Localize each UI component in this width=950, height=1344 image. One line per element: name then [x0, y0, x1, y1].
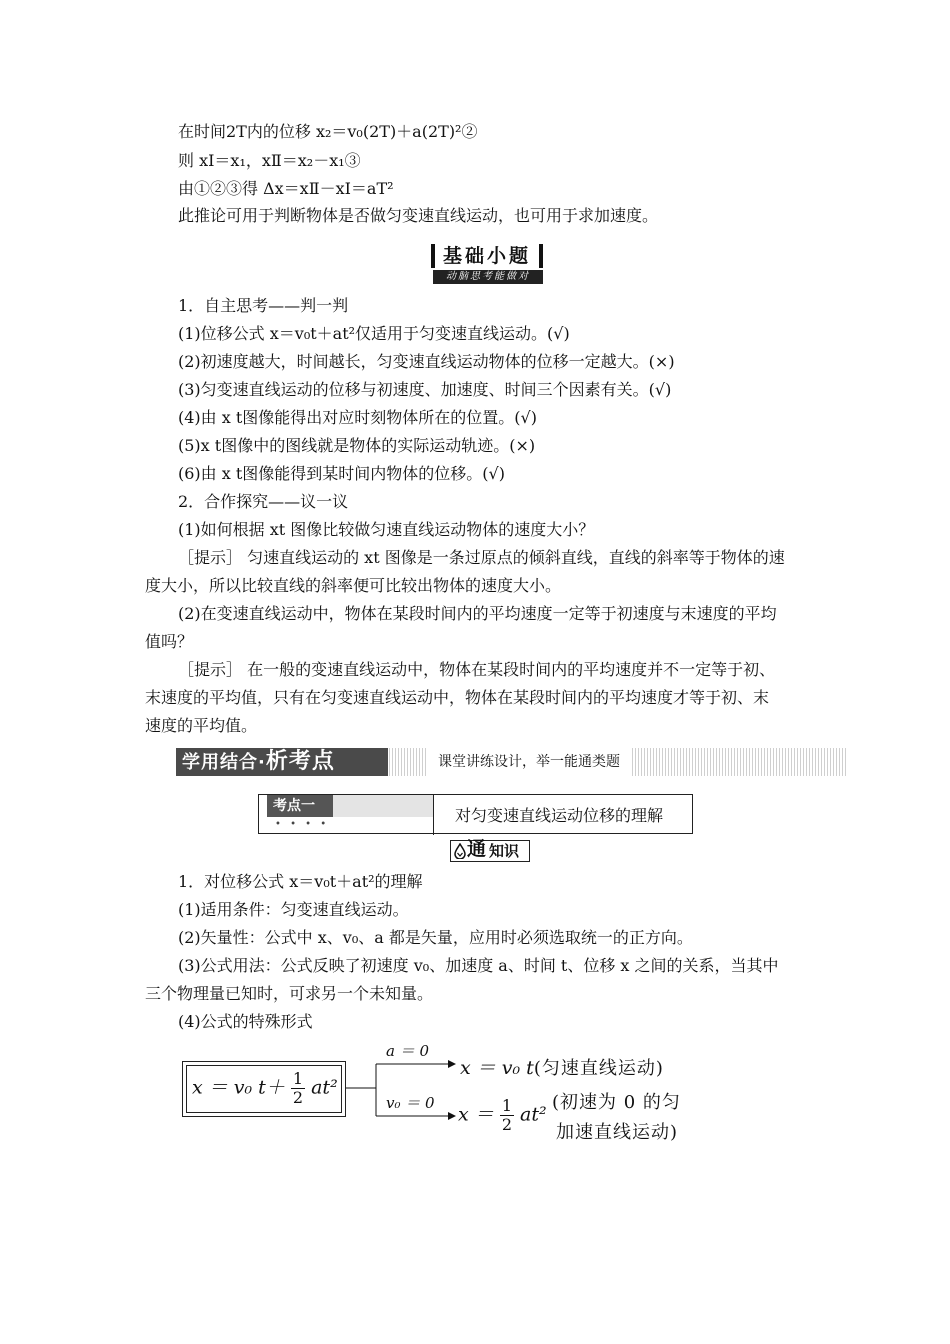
q2-question-2-line-1: (2)在变速直线运动中，物体在某段时间内的平均速度一定等于初速度与末速度的平均 [178, 604, 777, 623]
result-2-fraction [500, 1097, 514, 1134]
drop-icon [453, 843, 467, 859]
q2-hint-2-line-1: ［提示］ 在一般的变速直线运动中，物体在某段时间内的平均速度并不一定等于初、 [178, 660, 776, 679]
q2-heading: 2．合作探究——议一议 [178, 492, 349, 511]
topic-tag-shade [333, 795, 433, 817]
knowledge-label-big: 通 [467, 838, 487, 860]
section-banner [176, 748, 848, 776]
q1-item-1: (1)位移公式 x＝v₀t＋at²仅适用于匀变速直线运动。(√) [178, 324, 570, 343]
badge-title: 基础小题 [431, 244, 543, 268]
knowledge-label-rest: 知识 [489, 842, 520, 860]
knowledge-label [450, 840, 530, 862]
q2-hint-2-line-2: 末速度的平均值，只有在匀变速直线运动中，物体在某段时间内的平均速度才等于初、末 [145, 688, 770, 707]
q1-item-4: (4)由 x t图像能得出对应时刻物体所在的位置。(√) [178, 408, 537, 427]
points-item-3-line-2: 三个物理量已知时，可求另一个未知量。 [145, 984, 434, 1003]
result-2-rhs: at² [520, 1103, 547, 1126]
derivation-line-2: 则 xⅠ＝x₁，xⅡ＝x₂－x₁③ [178, 151, 361, 170]
q2-hint-1-line-2: 度大小，所以比较直线的斜率便可比较出物体的速度大小。 [145, 576, 562, 595]
q1-item-5: (5)x t图像中的图线就是物体的实际运动轨迹。(×) [178, 436, 536, 455]
condition-1: a ＝ 0 [386, 1042, 430, 1060]
topic-tag: 考点一 [267, 795, 333, 817]
q2-hint-1-line-1: ［提示］ 匀速直线运动的 xt 图像是一条过原点的倾斜直线，直线的斜率等于物体的速 [178, 548, 785, 567]
main-fraction-numerator: 1 [292, 1069, 304, 1088]
derivation-line-1-math: x₂＝v₀(2T)＋a(2T)²② [315, 122, 478, 141]
condition-2: v₀ ＝ 0 [386, 1094, 435, 1112]
banner-title-b: 析考点 [265, 749, 335, 774]
branch-arrows [346, 1050, 456, 1130]
q1-heading: 1．自主思考——判一判 [178, 296, 349, 315]
main-formula-fraction [291, 1070, 305, 1107]
result-2-note-line-2: 加速直线运动) [556, 1122, 679, 1143]
points-heading: 1．对位移公式 x＝v₀t＋at²的理解 [178, 872, 423, 891]
q1-item-6: (6)由 x t图像能得到某时间内物体的位移。(√) [178, 464, 505, 483]
banner-subtitle: 课堂讲练设计，举一能通类题 [426, 748, 632, 776]
banner-title [176, 748, 388, 776]
main-formula-rhs: at² [311, 1076, 338, 1099]
points-item-4: (4)公式的特殊形式 [178, 1012, 313, 1031]
result-1-formula: x ＝ v₀ t [460, 1057, 534, 1079]
badge-subtitle: 动脑思考能做对 [433, 270, 543, 284]
main-formula [192, 1070, 338, 1107]
q2-question-2-line-2: 值吗？ [145, 632, 194, 651]
main-fraction-denominator: 2 [292, 1088, 304, 1107]
points-item-3-line-1: (3)公式用法：公式反映了初速度 v₀、加速度 a、时间 t、位移 x 之间的关系，当其中 [178, 956, 779, 975]
derivation-line-1 [178, 121, 477, 143]
derivation-line-1-text: 在时间2T内的位移 [178, 122, 311, 141]
result-2 [458, 1097, 547, 1134]
points-item-1: (1)适用条件：匀变速直线运动。 [178, 900, 409, 919]
main-formula-lhs: x ＝ v₀ t＋ [192, 1076, 285, 1099]
result-2-denominator: 2 [501, 1115, 512, 1134]
q2-hint-2-line-3: 速度的平均值。 [145, 716, 258, 735]
result-1-note: (匀速直线运动) [533, 1058, 664, 1079]
topic-divider [433, 795, 434, 835]
q1-item-2: (2)初速度越大，时间越长，匀变速直线运动物体的位移一定越大。(×) [178, 352, 675, 371]
result-2-note-line-1: (初速为 0 的匀 [552, 1092, 681, 1113]
topic-box [258, 794, 693, 834]
points-item-2: (2)矢量性：公式中 x、v₀、a 都是矢量，应用时必须选取统一的正方向。 [178, 928, 693, 947]
result-2-lhs: x ＝ [458, 1103, 494, 1126]
result-2-numerator: 1 [501, 1096, 512, 1115]
topic-dots: • • • • [275, 819, 330, 830]
basic-questions-badge [425, 244, 551, 284]
result-1 [460, 1053, 664, 1080]
derivation-line-4: 此推论可用于判断物体是否做匀变速直线运动，也可用于求加速度。 [178, 206, 659, 225]
derivation-line-3: 由①②③得 Δx＝xⅡ－xⅠ＝aT² [178, 179, 394, 198]
q2-question-1: (1)如何根据 xt 图像比较做匀速直线运动物体的速度大小？ [178, 520, 595, 539]
topic-title: 对匀变速直线运动位移的理解 [455, 806, 664, 825]
q1-item-3: (3)匀变速直线运动的位移与初速度、加速度、时间三个因素有关。(√) [178, 380, 672, 399]
banner-title-a: 学用结合· [182, 752, 266, 773]
